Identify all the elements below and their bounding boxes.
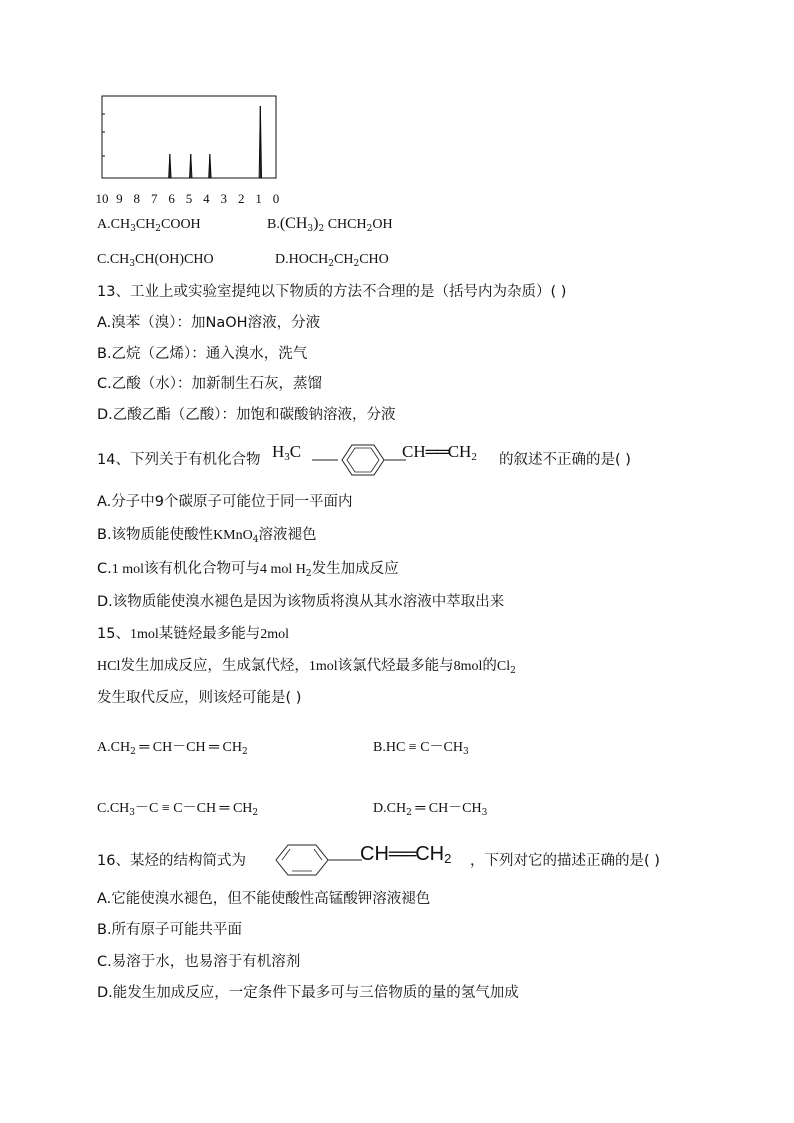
q15-option-b: $B.HC \equiv C-CH_3$ bbox=[373, 740, 469, 757]
benzene-ring-icon bbox=[312, 440, 408, 480]
q16-stem-suffix: ，下列对它的描述正确的是( ) bbox=[470, 853, 660, 869]
q16-vinyl-group: $CH══CH_2$ bbox=[360, 843, 452, 866]
q14-option-c: C.1 mol该有机化合物可与4 mol $H_2$发生加成反应 bbox=[97, 561, 399, 579]
x-tick-label: 4 bbox=[203, 191, 210, 206]
x-tick-label: 3 bbox=[220, 191, 228, 206]
q16-option-a: A.它能使溴水褪色，但不能使酸性高锰酸钾溶液褪色 bbox=[97, 891, 431, 907]
q15-stem-line3: 发生取代反应，则该烃可能是( ) bbox=[97, 690, 302, 706]
x-tick-label: 5 bbox=[185, 191, 193, 206]
q15-option-a: $A.CH_2$ ═ CH－CH ═ $CH_2$ bbox=[97, 740, 248, 757]
q13-option-d: D.乙酸乙酯（乙酸）：加饱和碳酸钠溶液，分液 bbox=[97, 407, 396, 423]
q13-option-a: A.溴苯（溴）：加NaOH溶液，分液 bbox=[97, 315, 321, 331]
q14-stem-prefix: 14、下列关于有机化合物 bbox=[97, 452, 261, 468]
nmr-spectrum-chart bbox=[96, 94, 282, 206]
q15-stem-line2: HCl发生加成反应，生成氯代烃，1mol该氯代烃最多能与8mol的$Cl_2$ bbox=[97, 658, 516, 676]
x-tick-label: 9 bbox=[116, 191, 123, 206]
benzene-ring-icon bbox=[272, 840, 364, 880]
x-tick-label: 8 bbox=[133, 191, 141, 206]
q14-structure-formula: $H_3C$ bbox=[272, 442, 302, 463]
q12-option-c: $C.CH_3CH(OH)CHO$ bbox=[97, 252, 214, 269]
x-tick-label: 0 bbox=[272, 191, 280, 206]
x-tick-label: 6 bbox=[168, 191, 175, 206]
q15-option-d: $D.CH_2$ ═ $CH-CH_3$ bbox=[373, 801, 488, 818]
q14-vinyl-group: $CH══CH_2$ bbox=[402, 442, 477, 463]
q14-option-a: A.分子中9个碳原子可能位于同一平面内 bbox=[97, 494, 353, 510]
x-tick-label: 10 bbox=[96, 191, 109, 206]
x-tick-label: 2 bbox=[237, 191, 245, 206]
q15-stem-line1: 15、1mol某链烃最多能与2mol bbox=[97, 626, 290, 642]
q14-stem-suffix: 的叙述不正确的是( ) bbox=[499, 452, 631, 468]
q16-option-d: D.能发生加成反应，一定条件下最多可与三倍物质的量的氢气加成 bbox=[97, 985, 519, 1001]
x-tick-label: 7 bbox=[150, 191, 158, 206]
q12-option-b: $B.(CH_3)_2$ $CHCH_2OH$ bbox=[267, 215, 393, 234]
q13-stem: 13、工业上或实验室提纯以下物质的方法不合理的是（括号内为杂质）( ) bbox=[97, 284, 567, 300]
q13-option-b: B.乙烷（乙烯）：通入溴水，洗气 bbox=[97, 346, 308, 362]
q16-option-b: B.所有原子可能共平面 bbox=[97, 922, 243, 938]
q16-stem-prefix: 16、某烃的结构简式为 bbox=[97, 853, 246, 869]
q14-option-d: D.该物质能使溴水褪色是因为该物质将溴从其水溶液中萃取出来 bbox=[97, 594, 505, 610]
spectrum-line bbox=[102, 106, 276, 178]
q16-option-c: C.易溶于水，也易溶于有机溶剂 bbox=[97, 954, 301, 970]
q13-option-c: C.乙酸（水）：加新制生石灰，蒸馏 bbox=[97, 376, 322, 392]
q15-option-c: $C.CH_3-C \equiv C-CH$ ═ $CH_2$ bbox=[97, 801, 259, 818]
x-tick-label: 1 bbox=[255, 191, 262, 206]
q12-option-d: $D.HOCH_2CH_2CHO$ bbox=[275, 252, 389, 269]
q12-option-a: $A.CH_3CH_2COOH$ bbox=[97, 217, 201, 234]
plot-frame bbox=[102, 96, 276, 178]
q14-option-b: B.该物质能使酸性KMnO$_4$溶液褪色 bbox=[97, 527, 317, 545]
